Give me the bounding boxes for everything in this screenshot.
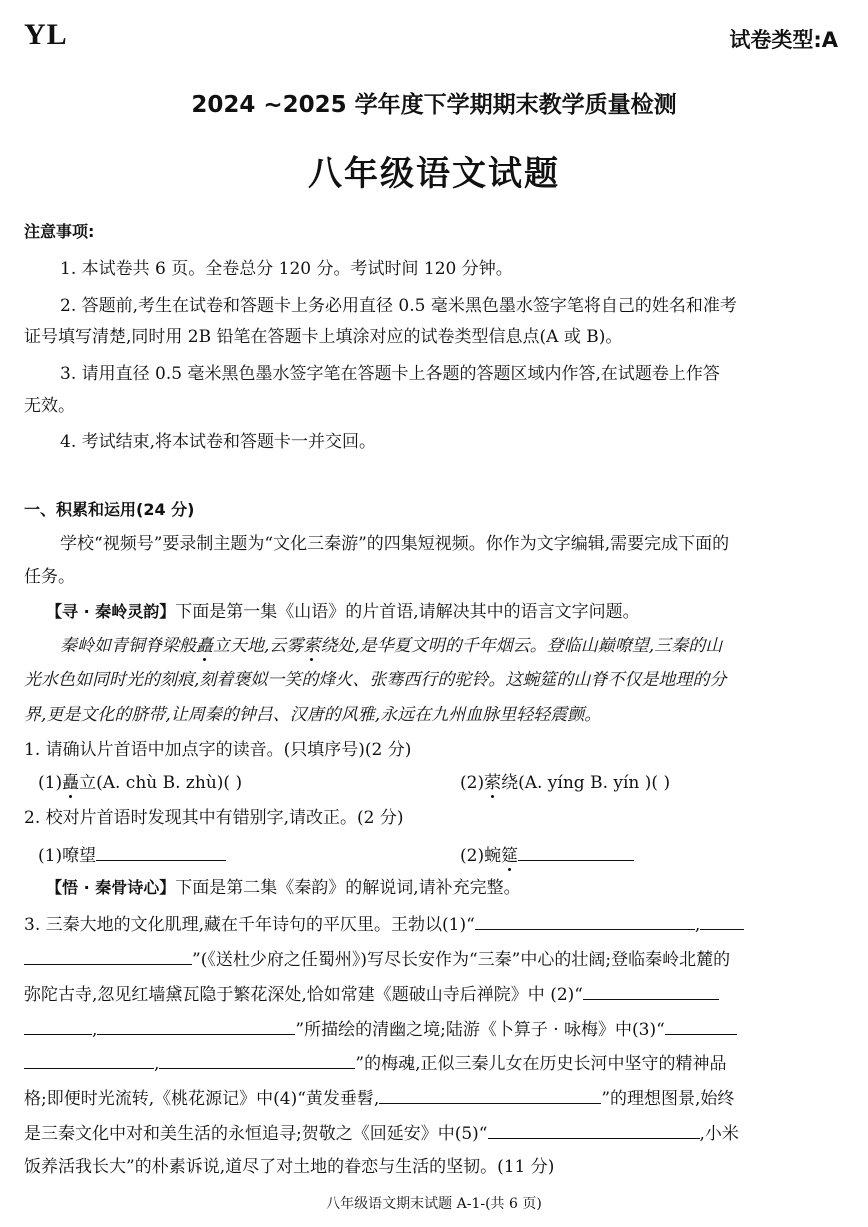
question-3-text: 3. 三秦大地的文化肌理,藏在千年诗句的平仄里。王勃以(1)“: [24, 915, 475, 935]
question-2: 2. 校对片首语时发现其中有错别字,请改正。(2 分): [24, 808, 404, 828]
answer-blank[interactable]: [488, 1120, 700, 1139]
notes-item-3-line-2: 无效。: [24, 396, 75, 416]
exam-title: 2024 ~2025 学年度下学期期末教学质量检测: [191, 92, 677, 118]
passage-line-2: 光水色如同时光的刻痕,刻着褒姒一笑的烽火、张骞西行的驼铃。这蜿筵的山脊不仅是地理的分: [24, 670, 727, 690]
passage-line-1: [24, 634, 868, 658]
task-2-text: 下面是第二集《秦韵》的解说词,请补充完整。: [175, 878, 521, 898]
question-3-line-4: [24, 1016, 840, 1042]
answer-blank[interactable]: [475, 911, 695, 930]
question-3-line-5: [24, 1050, 840, 1076]
question-1-option-1: [38, 771, 242, 795]
task-1-line: [24, 600, 862, 624]
paper-type-label: 试卷类型:A: [729, 28, 838, 52]
option-text: 绕(A. yíng B. yín )( ): [501, 773, 671, 793]
item-text: (1)嘹望: [38, 846, 97, 866]
notes-item-4: 4. 考试结束,将本试卷和答题卡一并交回。: [60, 432, 377, 452]
question-3-text: ,: [154, 1054, 160, 1074]
question-2-item-2: [460, 842, 634, 868]
question-3-line-2: [24, 946, 840, 972]
answer-blank[interactable]: [665, 1016, 737, 1035]
answer-blank[interactable]: [700, 911, 744, 930]
answer-blank[interactable]: [24, 1050, 154, 1069]
question-3-text: ,小米: [699, 1124, 739, 1144]
question-3-text: 是三秦文化中对和美生活的永恒追寻;贺敬之《回延安》中(5)“: [24, 1124, 488, 1144]
dotted-char: 筵: [501, 846, 519, 866]
notes-heading: 注意事项:: [24, 222, 95, 241]
task-2-tag: 【悟 · 秦骨诗心】: [46, 878, 176, 897]
question-3-text: ,: [694, 915, 701, 935]
question-3-line-8: 饭养活我长大”的朴素诉说,道尽了对土地的眷恋与生活的坚韧。(11 分): [24, 1157, 555, 1177]
answer-blank[interactable]: [379, 1085, 601, 1104]
question-3-text: 格;即便时光流转,《桃花源记》中(4)“黄发垂髫,: [24, 1089, 380, 1109]
dotted-char: 矗: [62, 773, 80, 793]
answer-blank[interactable]: [96, 842, 226, 861]
question-1-option-2: [460, 771, 670, 795]
dotted-char: 矗: [196, 636, 213, 656]
passage-text: 立天地,云雾: [213, 636, 304, 656]
task-1-tag: 【寻 · 秦岭灵韵】: [46, 602, 176, 621]
passage-text: 秦岭如青铜脊梁般: [60, 636, 196, 656]
answer-blank[interactable]: [518, 842, 634, 861]
notes-item-3-line-1: 3. 请用直径 0.5 毫米黑色墨水签字笔在答题卡上各题的答题区域内作答,在试题卷上作答: [60, 364, 720, 384]
answer-blank[interactable]: [97, 1016, 295, 1035]
question-1: 1. 请确认片首语中加点字的读音。(只填序号)(2 分): [24, 740, 412, 760]
question-3-line-1: [24, 911, 840, 937]
section-1-intro-line-1: 学校“视频号”要录制主题为“文化三秦游”的四集短视频。你作为文字编辑,需要完成下面的: [60, 534, 730, 554]
task-2-line: [24, 876, 862, 900]
question-3-text: ,: [92, 1020, 98, 1040]
question-3-text: ”的梅魂,正似三秦儿女在历史长河中坚守的精神品: [355, 1054, 727, 1074]
dotted-char: 萦: [303, 636, 321, 656]
notes-item-1: 1. 本试卷共 6 页。全卷总分 120 分。考试时间 120 分钟。: [60, 259, 513, 279]
passage-line-3: 界,更是文化的脐带,让周秦的钟吕、汉唐的风雅,永远在九州血脉里轻轻震颤。: [24, 705, 602, 725]
subject-title: 八年级语文试题: [308, 154, 560, 194]
option-number: (1): [38, 773, 63, 793]
question-3-text: 弥陀古寺,忽见红墙黛瓦隐于繁花深处,恰如常建《题破山寺后禅院》中 (2)“: [24, 985, 583, 1005]
question-3-text: ”(《送杜少府之任蜀州》)写尽长安作为“三秦”中心的壮阔;登临秦岭北麓的: [192, 950, 731, 970]
option-text: 立(A. chù B. zhù)( ): [79, 773, 243, 793]
notes-item-2-line-1: 2. 答题前,考生在试卷和答题卡上务必用直径 0.5 毫米黑色墨水签字笔将自己的姓名和准考: [60, 296, 737, 316]
item-text: (2)蜿: [460, 846, 502, 866]
notes-item-2-line-2: 证号填写清楚,同时用 2B 铅笔在答题卡上填涂对应的试卷类型信息点(A 或 B)。: [24, 327, 623, 347]
question-3-text: ”所描绘的清幽之境;陆游《卜算子 · 咏梅》中(3)“: [295, 1020, 665, 1040]
question-3-line-7: [24, 1120, 840, 1146]
paper-code: YL: [24, 18, 68, 51]
section-1-heading: 一、积累和运用(24 分): [24, 500, 195, 519]
option-number: (2): [460, 773, 485, 793]
answer-blank[interactable]: [24, 1016, 92, 1035]
passage-text: 绕处,是华夏文明的千年烟云。登临山巅嘹望,三秦的山: [320, 636, 723, 656]
answer-blank[interactable]: [583, 981, 719, 1000]
task-1-text: 下面是第一集《山语》的片首语,请解决其中的语言文字问题。: [175, 602, 640, 622]
question-3-text: ”的理想图景,始终: [601, 1089, 735, 1109]
question-2-item-1: [38, 842, 226, 868]
page-footer: 八年级语文期末试题 A-1-(共 6 页): [326, 1196, 542, 1212]
answer-blank[interactable]: [24, 946, 192, 965]
answer-blank[interactable]: [159, 1050, 355, 1069]
question-3-line-3: [24, 981, 840, 1007]
question-3-line-6: [24, 1085, 840, 1111]
section-1-intro-line-2: 任务。: [24, 567, 75, 587]
dotted-char: 萦: [484, 773, 502, 793]
